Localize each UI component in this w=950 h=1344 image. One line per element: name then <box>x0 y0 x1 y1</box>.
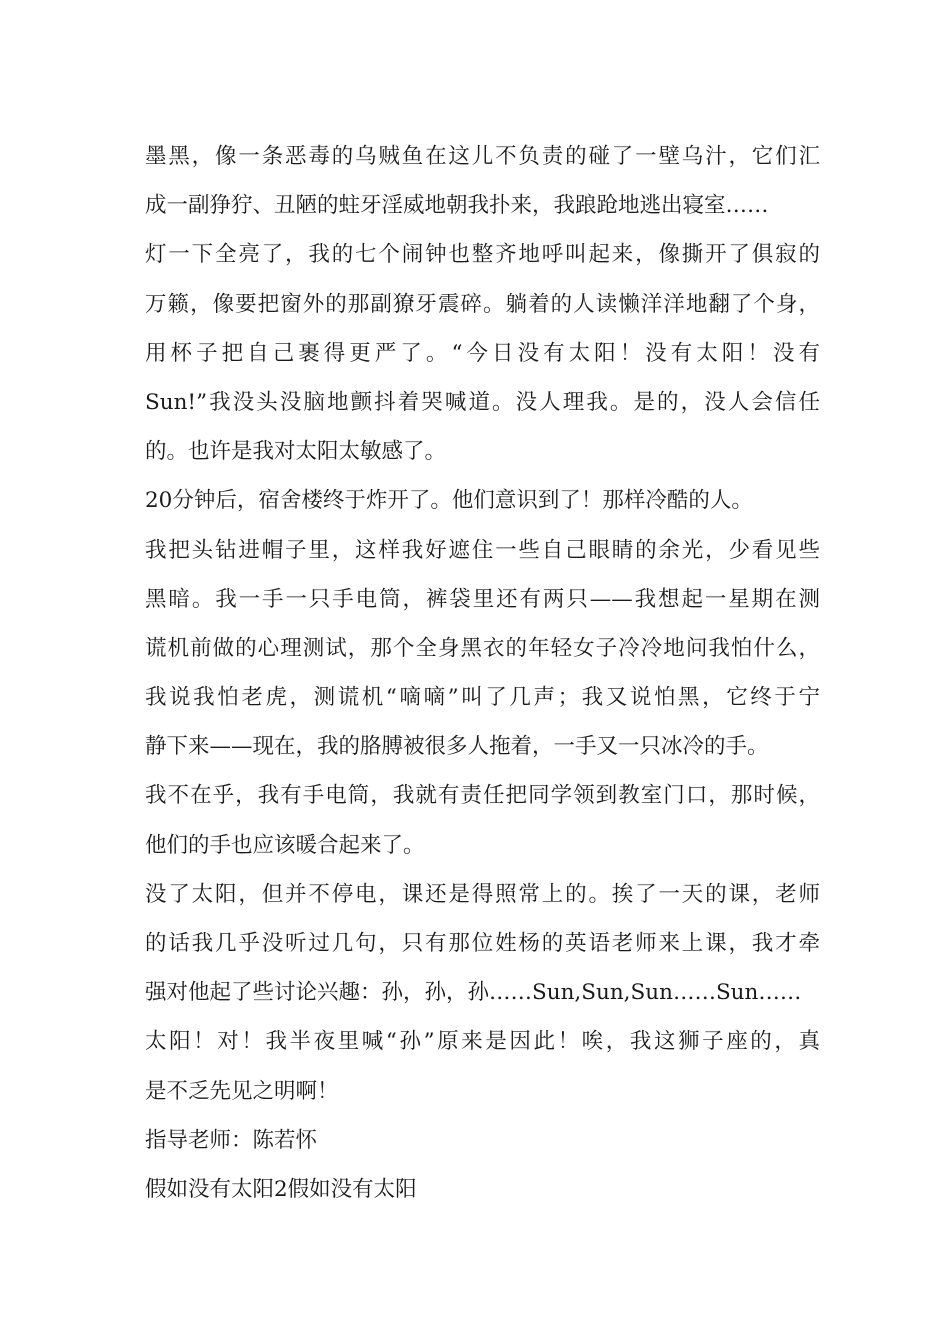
next-article-title: 假如没有太阳2假如没有太阳 <box>145 1176 417 1202</box>
document-body <box>145 132 820 1214</box>
text-line: 万籁，像要把窗外的那副獠牙震碎。躺着的人读懒洋洋地翻了个身， <box>145 291 820 317</box>
text-line: 他们的手也应该暖合起来了。 <box>145 832 425 858</box>
text-line: 没了太阳，但并不停电，课还是得照常上的。挨了一天的课，老师 <box>145 881 820 907</box>
text-line: 强对他起了些讨论兴趣：孙，孙，孙……Sun,Sun,Sun……Sun…… <box>145 980 802 1006</box>
text-line: 我说我怕老虎，测谎机“嘀嘀”叫了几声；我又说怕黑，它终于宁 <box>145 685 820 711</box>
text-line: 谎机前做的心理测试，那个全身黑衣的年轻女子冷冷地问我怕什么， <box>145 635 820 661</box>
text-line: 墨黑，像一条恶毒的乌贼鱼在这儿不负责的碰了一壁乌汁，它们汇 <box>145 144 820 169</box>
instructor-credit: 指导老师：陈若怀 <box>145 1127 318 1153</box>
text-line: 的。也许是我对太阳太敏感了。 <box>145 439 447 465</box>
text-line: 太阳！对！我半夜里喊“孙”原来是因此！唉，我这狮子座的，真 <box>145 1029 820 1055</box>
text-line: 我不在乎，我有手电筒，我就有责任把同学领到教室门口，那时候， <box>145 783 820 809</box>
text-line: 灯一下全亮了，我的七个闹钟也整齐地呼叫起来，像撕开了俱寂的 <box>145 242 820 268</box>
text-line: 静下来——现在，我的胳膊被很多人拖着，一手又一只冰冷的手。 <box>145 734 769 760</box>
text-line: 用杯子把自己裹得更严了。“今日没有太阳！没有太阳！没有 <box>145 340 820 366</box>
text-line: 成一副狰狞、丑陋的蛀牙淫威地朝我扑来，我踉跄地逃出寝室…… <box>145 193 769 219</box>
text-line: 20分钟后，宿舍楼终于炸开了。他们意识到了！那样冷酷的人。 <box>145 488 753 514</box>
text-line: Sun!”我没头没脑地颤抖着哭喊道。没人理我。是的，没人会信任 <box>145 389 820 415</box>
text-line: 我把头钻进帽子里，这样我好遮住一些自己眼睛的余光，少看见些 <box>145 537 820 563</box>
text-line: 是不乏先见之明啊！ <box>145 1078 339 1104</box>
text-line: 黑暗。我一手一只手电筒，裤袋里还有两只——我想起一星期在测 <box>145 586 820 612</box>
text-line: 的话我几乎没听过几句，只有那位姓杨的英语老师来上课，我才牵 <box>145 931 820 956</box>
